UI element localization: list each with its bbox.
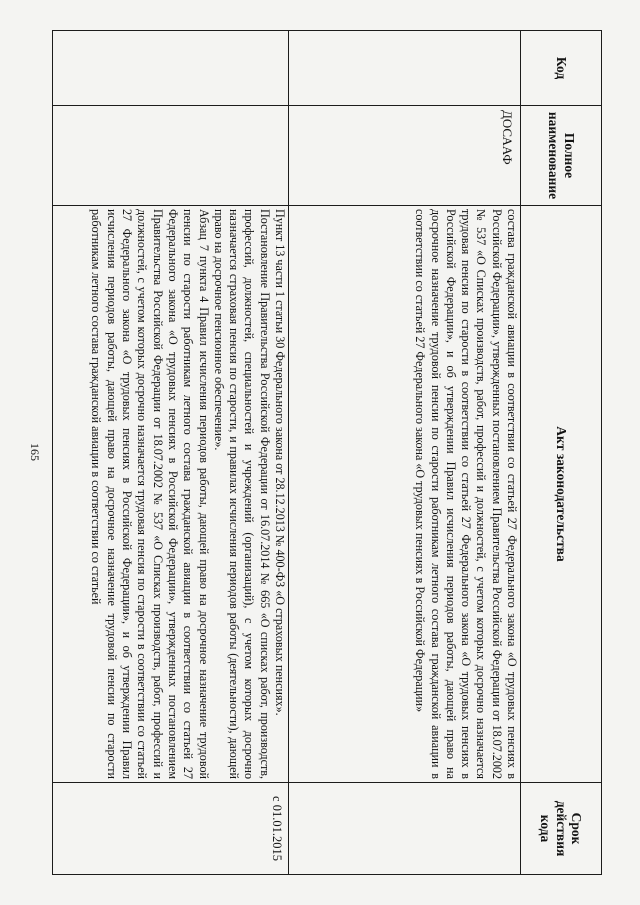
rotated-page — [52, 30, 602, 874]
header-full-name: Полное наименование — [521, 106, 602, 206]
act-paragraph: Пункт 13 части 1 статьи 30 Федерального закона от 28.12.2013 № 400-ФЗ «О страховых пенсиях». — [273, 209, 287, 716]
cell-legislation-act — [53, 206, 289, 783]
legislation-table — [52, 30, 602, 875]
header-legislation-act: Акт законодательства — [521, 206, 602, 783]
table-row — [289, 31, 521, 875]
cell-code-validity — [289, 783, 521, 875]
page-number: 165 — [28, 443, 42, 461]
act-paragraph: Абзац 7 пункта 4 Правил исчисления периодов работы, дающей право на досрочное назначение трудовой пенсии по старости работникам летного состава гражданской авиации в соответствии со статьей 27 Федерального закона «О трудовых пенсиях в Российской Федерации», утвержденных постановлением Правительства Российской Федерации от 18.07.2002 № 537 «О Списках производств, работ, профессий и должностей, с учетом которых досрочно назначается трудовая пенсия по старости в соответствии со статьей 27 Федерального закона «О трудовых пенсиях в Российской Федерации», и об утверждении Правил исчисления периодов работы, дающей право на досрочное назначение трудовой пенсии по старости работникам летного состава гражданской авиации в соответствии со статьей — [89, 209, 211, 779]
table-row — [53, 31, 289, 875]
table-header-row — [521, 31, 602, 875]
cell-code — [53, 31, 289, 106]
cell-legislation-act: состава гражданской авиации в соответствии со статьей 27 Федерального закона «О трудовых пенсиях в Российской Федерации», утвержденных постановлением Правительства Российской Федерации от 18.07.2002 № 537 «О Списках производств, работ, профессий и должностей, с учетом которых досрочно назначается трудовая пенсия по старости в соответствии со статьей 27 Федерального закона «О трудовых пенсиях в Российской Федерации», и об утверждении Правил исчисления периодов работы, дающей право на досрочное назначение трудовой пенсии по старости работникам летного состава гражданской авиации в соответствии со статьей 27 Федерального закона «О трудовых пенсиях в Российской Федерации» — [289, 206, 521, 783]
act-paragraph: Постановление Правительства Российской Федерации от 16.07.2014 № 665 «О списках работ, производств, профессий, должностей, специальностей и учреждений (организаций), с учетом которых досрочно назначается страховая пенсия по старости, и правилах исчисления периодов работы (деятельности), дающей право на досрочное пенсионное обеспечение». — [211, 209, 272, 779]
cell-code-validity: с 01.01.2015 — [53, 783, 289, 875]
header-code-validity: Срок действия кода — [521, 783, 602, 875]
cell-full-name: ДОСААФ — [289, 106, 521, 206]
cell-code — [289, 31, 521, 106]
header-code: Код — [521, 31, 602, 106]
cell-full-name — [53, 106, 289, 206]
